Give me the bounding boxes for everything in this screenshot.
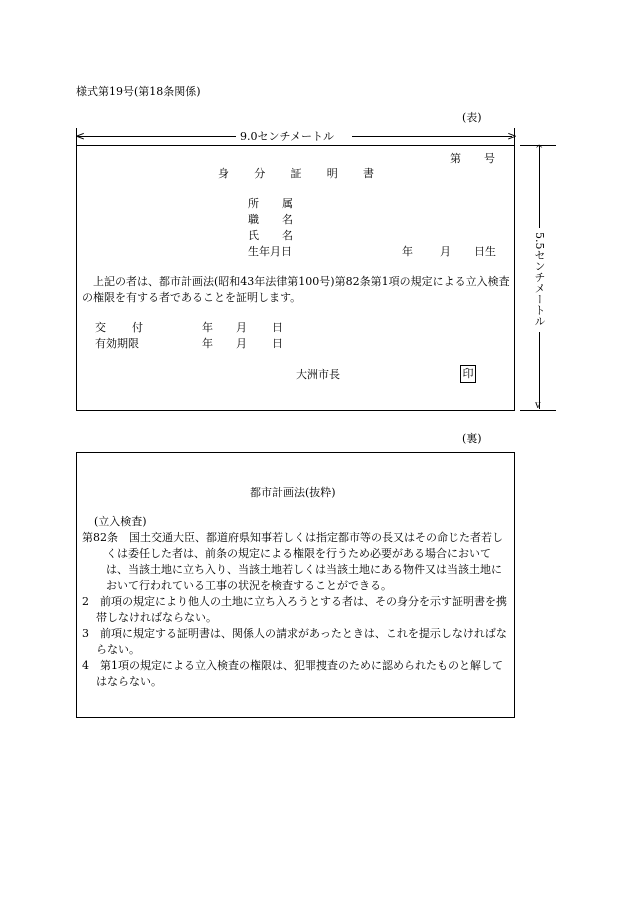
- expiry-year-unit: 年: [202, 337, 213, 350]
- document-page: 様式第19号(第18条関係) (表) < > 9.0センチメートル ^ v 5.5センチメートル 第 号 身 分 証 明 書 所 属 職 名 氏 名 生年月日 年 月 日生 上記の者は、都市計画法(昭和43年法律第100号)第82条第1項の規定による立入検査の権限を有する者であることを証明します。 交 付 年 月 日 有効期限 年 月 日 大洲市長 印 (裏) 都市計画法(抜粋) (立入検査) 第82条 国土交通大臣、都道府県知事若しくは指定都市等の長又はその命じた者若しくは委任した者は、前条の規定による権限を行うため必要がある場合においては、当該土地に立ち入り、当該土地若しくは当該土地にある物件又は当該土地において行われている工事の状況を検査することができる。 2 前項の規定により他人の土地に立ち入ろうとする者は、その身分を示す証明書を携帯しなければならない。 3 前項に規定する証明書は、関係人の請求があったときは、これを提示しなければならない。 4 第1項の規定による立入検査の権限は、犯罪捜査のために認められたものと解してはならない。: [0, 0, 630, 916]
- issue-date-label: 交 付: [95, 321, 143, 334]
- paragraph-2: 2 前項の規定により他人の土地に立ち入ろうとする者は、その身分を示す証明書を携帯しなければならない。: [82, 595, 507, 624]
- front-label: (表): [462, 111, 482, 124]
- height-dimension-label: 5.5センチメートル: [533, 232, 546, 327]
- field-birthdate-label: 生年月日: [248, 245, 292, 258]
- issue-year-unit: 年: [202, 321, 213, 334]
- field-affiliation-label: 所 属: [248, 197, 293, 210]
- expiry-day-unit: 日: [272, 337, 283, 350]
- paragraph-4: 4 第1項の規定による立入検査の権限は、犯罪捜査のために認められたものと解してはならない。: [82, 659, 503, 688]
- birth-year-unit: 年: [402, 245, 413, 258]
- issue-month-unit: 月: [236, 321, 247, 334]
- number-suffix: 号: [484, 152, 495, 165]
- article-82: 第82条 国土交通大臣、都道府県知事若しくは指定都市等の長又はその命じた者若しくは委任した者は、前条の規定による権限を行うため必要がある場合においては、当該土地に立ち入り、当該土地若しくは当該土地にある物件又は当該土地において行われている工事の状況を検査することができる。: [82, 531, 503, 592]
- birth-day-unit: 日生: [474, 245, 496, 258]
- birth-month-unit: 月: [440, 245, 451, 258]
- seal-box: 印: [460, 365, 476, 383]
- issuer-name: 大洲市長: [296, 368, 340, 381]
- law-excerpt: [82, 514, 512, 690]
- issue-day-unit: 日: [272, 321, 283, 334]
- form-title: 様式第19号(第18条関係): [76, 85, 201, 98]
- expiry-date-label: 有効期限: [95, 337, 139, 350]
- field-name-label: 氏 名: [248, 229, 293, 242]
- width-dimension-label: 9.0センチメートル: [240, 130, 335, 143]
- paragraph-3: 3 前項に規定する証明書は、関係人の請求があったときは、これを提示しなければならない。: [82, 627, 507, 656]
- law-title: 都市計画法(抜粋): [250, 486, 336, 499]
- certificate-title: 身 分 証 明 書: [218, 167, 374, 180]
- number-label: 第: [450, 152, 461, 165]
- certification-statement: 上記の者は、都市計画法(昭和43年法律第100号)第82条第1項の規定による立入検査の権限を有する者であることを証明します。: [82, 275, 510, 304]
- back-label: (裏): [462, 432, 482, 445]
- section-heading: (立入検査): [94, 515, 147, 528]
- expiry-month-unit: 月: [236, 337, 247, 350]
- field-position-label: 職 名: [248, 213, 293, 226]
